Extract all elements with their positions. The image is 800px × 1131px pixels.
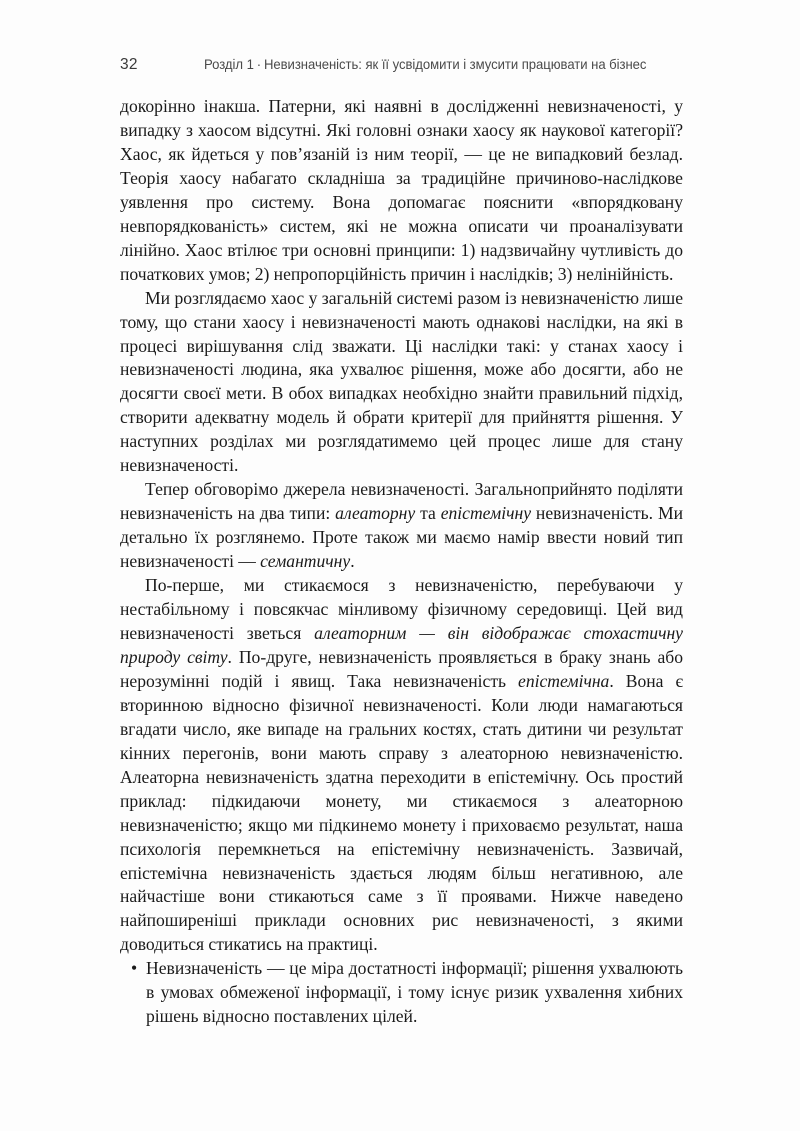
- paragraph-3: [120, 478, 683, 574]
- paragraph-1: [120, 95, 683, 287]
- chapter-number: Розділ 1: [204, 57, 254, 72]
- paragraph-4-run-1: По-перше, ми стикаємося з невизначеністю, перебуваючи у нестабільному і повсякчас мінливому фізичному середовищі. Цей вид невизначеності зветься: [120, 575, 683, 643]
- body-text-block: [120, 95, 683, 1029]
- bullet-icon: •: [131, 958, 138, 979]
- list-item: [120, 957, 683, 1029]
- chapter-title-line: [204, 57, 646, 72]
- paragraph-3-run-3: та: [415, 503, 441, 524]
- paragraph-3-run-5: невизначеність. Ми детально їх розглянемо. Проте також ми маємо намір ввести новий тип невизначеності —: [120, 503, 684, 572]
- paragraph-1-run-1: докорінно інакша. Патерни, які наявні в дослідженні невизначеності, у випадку з хаосом відсутні. Які головні ознаки хаосу як наукової категорії? Хаос, як йдеться у пов’язаній із ним теорії, — це не випадковий безлад. Теорія хаосу набагато складніша за традиційне причиново-наслідкове уявлення про систему. Вона допомагає пояснити «впорядковану невпорядкованість» систем, які не можна описати чи проаналізувати лінійно. Хаос втілює три основні принципи: 1) надзвичайну чутливість до початкових умов; 2) непропорційність причин і наслідків; 3) нелінійність.: [120, 96, 683, 284]
- page-number: 32: [120, 56, 138, 73]
- running-head-separator: ·: [256, 57, 262, 72]
- term-epistemic: епістемічна: [518, 670, 610, 691]
- paragraph-4: [120, 574, 683, 957]
- paragraph-2-run-1: Ми розглядаємо хаос у загальній системі разом із невизначеністю лише тому, що стани хаосу і невизначеності мають однакові наслідки, на які в процесі вирішування слід зважати. Ці наслідки такі: у станах хаосу і невизначеності людина, яка ухвалює рішення, може або досягти, або не досягти своєї мети. В обох випадках необхідно знайти правильний підхід, створити адекватну модель й обрати критерії для прийняття рішення. У наступних розділах ми розглядатимемо цей процес лише для стану невизначеності.: [120, 287, 683, 476]
- paragraph-2: [120, 287, 683, 479]
- term-epistemic-accusative: епістемічну: [440, 503, 532, 524]
- list-item-text: Невизначеність — це міра достатності інформації; рішення ухвалюють в умовах обмеженої інформації, і тому існує ризик ухвалення хибних рішень відносно поставлених цілей.: [146, 958, 683, 1027]
- term-semantic: семантичну: [260, 551, 351, 572]
- chapter-title: Невизначеність: як її усвідомити і змусити працювати на бізнес: [263, 57, 647, 72]
- paragraph-3-run-7: .: [350, 551, 355, 572]
- paragraph-4-run-3: . По-друге, невизначеність проявляється в браку знань або нерозумінні подій і явищ. Така невизначеність: [120, 646, 683, 691]
- term-aleatory-definition: алеаторним — він відображає стохастичну природу світу: [120, 622, 683, 667]
- running-head: [120, 56, 686, 78]
- paragraph-4-run-5: . Вона є вторинною відносно фізичної невизначеності. Коли люди намагаються вгадати число, яке випаде на гральних костях, стать дитини чи результат кінних перегонів, вони мають справу з алеаторною невизначеністю. Алеаторна невизначеність здатна переходити в епістемічну. Ось простий приклад: підкидаючи монету, ми стикаємося з алеаторною невизначеністю; якщо ми підкинемо монету і приховаємо результат, наша психологія перемкнеться на епістемічну невизначеність. Зазвичай, епістемічна невизначеність здається людям більш негативною, але найчастіше вони стикаються саме з її проявами. Нижче наведено найпоширеніші приклади основних рис невизначеності, з якими доводиться стикатись на практиці.: [120, 670, 683, 955]
- term-aleatory-accusative: алеаторну: [335, 503, 416, 524]
- uncertainty-traits-list: [120, 957, 683, 1029]
- paragraph-3-run-1: Тепер обговорімо джерела невизначеності. Загальноприйнято поділяти невизначеність на два типи:: [120, 479, 683, 524]
